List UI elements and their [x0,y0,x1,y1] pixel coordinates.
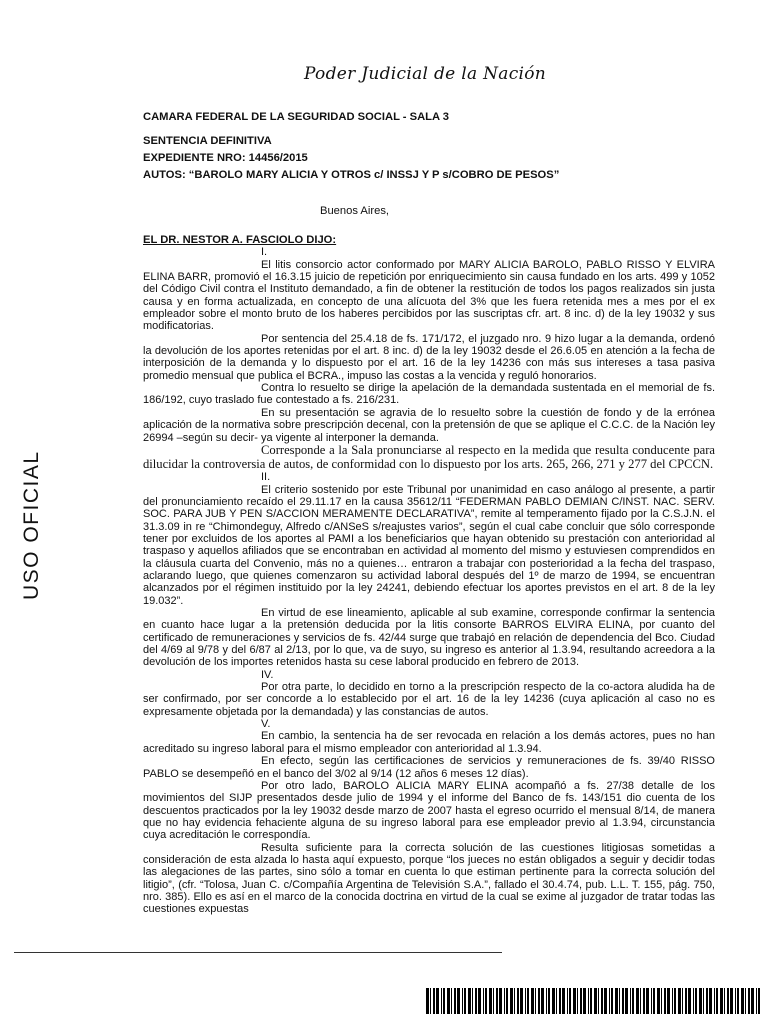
case-title: AUTOS: “BAROLO MARY ALICIA Y OTROS c/ INSSJ Y P s/COBRO DE PESOS” [143,169,560,181]
paragraph: En cambio, la sentencia ha de ser revocada en relación a los demás actores, pues no han acreditado su ingreso laboral para el mismo empleador con anterioridad al 1.3.94. [143,730,715,755]
letterhead: Poder Judicial de la Nación [304,64,547,84]
paragraph: Contra lo resuelto se dirige la apelación de la demandada sustentada en el memorial de fs. 186/192, cuyo traslado fue contestado a fs. 216/231. [143,382,715,407]
section-number: V. [261,718,271,731]
expediente-number: EXPEDIENTE NRO: 14456/2015 [143,152,308,164]
section-number: II. [261,471,271,484]
paragraph: En virtud de ese lineamiento, aplicable al sub examine, corresponde confirmar la sentencia en cuanto hace lugar a la pretensión deducida por la litis consorte BARROS ELVIRA ELINA, por cuanto del certificado de remuneraciones y servicios de fs. 42/44 surge que trabajó en relación de dependencia del Bco. Ciudad del 4/69 al 9/78 y del 6/87 al 2/13, por lo que, va de suyo, su ingreso es anterior al 1.3.94, resultando acreedora a la devolución de los importes retenidos hasta su cese laboral producido en febrero de 2013. [143,607,715,669]
paragraph: Por sentencia del 25.4.18 de fs. 171/172, el juzgado nro. 9 hizo lugar a la demanda, ordenó la devolución de los aportes retenidas por el art. 8 inc. d) de la ley 19032 desde el 26.6.05 en atención a la fecha de interposición de la demanda y lo dispuesto por el art. 16 de la ley 14236 con más sus intereses a tasa pasiva promedio mensual que publica el BCRA., impuso las costas a la vencida y reguló honorarios. [143,332,715,382]
place-date: Buenos Aires, [320,205,390,217]
paragraph: El litis consorcio actor conformado por MARY ALICIA BAROLO, PABLO RISSO Y ELVIRA ELINA BARR, promovió el 16.3.15 juicio de repetición por enriquecimiento sin causa fundado en los arts. 499 y 1052 del Código Civil contra el Instituto demandado, a fin de obtener la restitución de todos los pagos realizados sin justa causa y en forma actualizada, en concepto de una alícuota del 3% que les fuera retenida mes a mes por el ex empleador sobre el monto bruto de los haberes percibidos por las suscriptas cfr. art. 8 inc. d) de la ley 19032 y sus modificatorias. [143,258,715,333]
paragraph: El criterio sostenido por este Tribunal por unanimidad en caso análogo al presente, a partir del pronunciamiento recaído el 29.11.17 en la causa 35612/11 “FEDERMAN PABLO DEMIAN C/INST. NAC. SERV. SOC. PARA JUB Y PEN S/ACCION MERAMENTE DECLARATIVA”, remite al temperamento fijado por la C.S.J.N. el 31.3.09 in re “Chimondeguy, Alfredo c/ANSeS s/reajustes varios”, según el cual cabe concluir que sólo corresponde tener por excluidos de los aportes al PAMI a los beneficiarios que hayan obtenido su prestación con anterioridad al traspaso y aquellos afiliados que se encontraban en actividad al momento del mismo y estuviesen comprendidos en la cláusula cuarta del Convenio, más no a quienes… entraron a trabajar con posterioridad a la fecha del traspaso, aclarando luego, que quienes comenzaron su actividad laboral después del 1º de marzo de 1994, se encuentran alcanzados por el régimen instituido por la ley 24241, debiendo efectuar los aportes previstos en el art. 8 de la ley 19.032”. [143,483,715,607]
footer-rule [14,952,502,953]
paragraph: Por otro lado, BAROLO ALICIA MARY ELINA acompañó a fs. 27/38 detalle de los movimientos del SIJP presentados desde julio de 1994 y el informe del Banco de fs. 143/151 dio cuenta de los descuentos practicados por la ley 19032 desde marzo de 2007 hasta el egreso ocurrido el mensual 8/14, de manera que no hay evidencia fehaciente alguna de su ingreso laboral para ese empleador previo al 1.3.94, circunstancia cuya acreditación le correspondía. [143,779,715,842]
barcode-icon [426,988,764,1014]
document-type: SENTENCIA DEFINITIVA [143,135,272,147]
paragraph: Resulta suficiente para la correcta solución de las cuestiones litigiosas sometidas a consideración de esta alzada lo hasta aquí expuesto, porque “los jueces no están obligados a seguir y decidir todas las alegaciones de las partes, sino sólo a tomar en cuenta lo que estiman pertinente para la correcta solución del litigio”, (cfr. “Tolosa, Juan C. c/Compañía Argentina de Televisión S.A.”, fallado el 30.4.74, pub. L.L. T. 155, pág. 750, nro. 385). Ello es así en el marco de la conocida doctrina en virtud de la cual se exime al juzgador de tratar todas las cuestiones expuestas [143,841,715,916]
speaker-heading: EL DR. NESTOR A. FASCIOLO DIJO: [143,234,337,246]
paragraph: En su presentación se agravia de lo resuelto sobre la cuestión de fondo y de la errónea aplicación de la normativa sobre prescripción decenal, con la pretensión de que se aplique el C.C.C. de la Nación ley 26994 –según su decir- ya vigente al interponer la demanda. [143,406,715,444]
judgment-body [143,234,715,916]
uso-oficial-watermark: USO OFICIAL [20,450,43,600]
paragraph: Por otra parte, lo decidido en torno a la prescripción respecto de la co-actora aludida ha de ser confirmado, por ser concorde a lo establecido por el art. 16 de la ley 14236 (cuya aplicación al caso no es expresamente objetada por la demandada) y las constancias de autos. [143,681,715,718]
paragraph: En efecto, según las certificaciones de servicios y remuneraciones de fs. 39/40 RISSO PABLO se desempeñó en el banco del 3/02 al 9/14 (12 años 6 meses 12 días). [143,755,715,780]
section-number: IV. [261,668,274,681]
section-number: I. [261,246,268,259]
paragraph: Corresponde a la Sala pronunciarse al respecto en la medida que resulta conducente para dilucidar la controversia de autos, de conformidad con lo dispuesto por los arts. 265, 266, 271 y 277 del CPCCN. [143,442,715,471]
court-name: CAMARA FEDERAL DE LA SEGURIDAD SOCIAL - SALA 3 [143,111,450,123]
